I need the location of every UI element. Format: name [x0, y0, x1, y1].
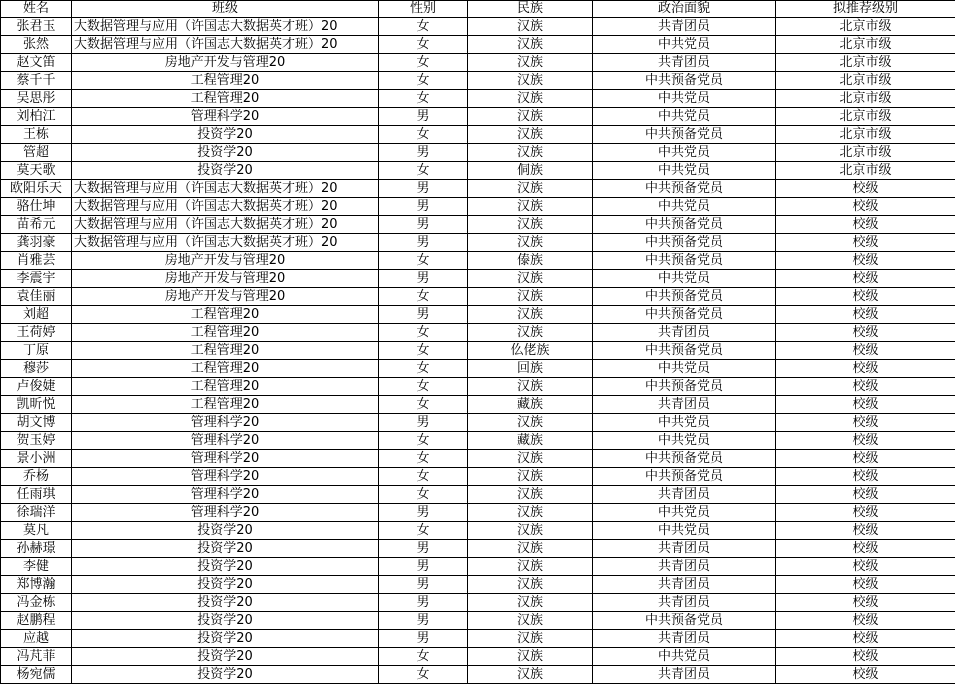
cell-ethnicity: 汉族 — [468, 666, 593, 684]
cell-political-status: 共青团员 — [593, 324, 776, 342]
cell-gender: 男 — [379, 108, 468, 126]
cell-political-status: 中共预备党员 — [593, 288, 776, 306]
header-name: 姓名 — [1, 1, 72, 18]
cell-class: 工程管理20 — [72, 342, 379, 360]
table-row — [1, 630, 955, 648]
cell-gender: 女 — [379, 288, 468, 306]
cell-ethnicity: 仫佬族 — [468, 342, 593, 360]
table-row — [1, 234, 955, 252]
cell-gender: 女 — [379, 468, 468, 486]
cell-name: 冯芃菲 — [1, 648, 72, 666]
cell-ethnicity: 汉族 — [468, 576, 593, 594]
cell-political-status: 中共党员 — [593, 90, 776, 108]
cell-ethnicity: 汉族 — [468, 288, 593, 306]
cell-political-status: 共青团员 — [593, 540, 776, 558]
table-row — [1, 36, 955, 54]
cell-political-status: 共青团员 — [593, 486, 776, 504]
cell-gender: 女 — [379, 18, 468, 36]
cell-political-status: 中共预备党员 — [593, 252, 776, 270]
cell-ethnicity: 汉族 — [468, 198, 593, 216]
cell-political-status: 中共预备党员 — [593, 234, 776, 252]
cell-gender: 女 — [379, 648, 468, 666]
cell-political-status: 中共预备党员 — [593, 216, 776, 234]
cell-recommend-level: 北京市级 — [776, 18, 955, 36]
cell-gender: 女 — [379, 342, 468, 360]
cell-recommend-level: 北京市级 — [776, 36, 955, 54]
cell-recommend-level: 北京市级 — [776, 72, 955, 90]
cell-ethnicity: 汉族 — [468, 144, 593, 162]
cell-class: 大数据管理与应用（许国志大数据英才班）20 — [72, 180, 379, 198]
cell-name: 莫天歌 — [1, 162, 72, 180]
cell-recommend-level: 北京市级 — [776, 144, 955, 162]
cell-name: 冯金栋 — [1, 594, 72, 612]
table-row — [1, 72, 955, 90]
cell-gender: 女 — [379, 360, 468, 378]
cell-recommend-level: 校级 — [776, 540, 955, 558]
cell-class: 投资学20 — [72, 576, 379, 594]
table-row — [1, 342, 955, 360]
table-row — [1, 594, 955, 612]
cell-ethnicity: 回族 — [468, 360, 593, 378]
table-row — [1, 216, 955, 234]
cell-political-status: 中共预备党员 — [593, 72, 776, 90]
cell-class: 工程管理20 — [72, 378, 379, 396]
cell-ethnicity: 汉族 — [468, 612, 593, 630]
cell-name: 乔杨 — [1, 468, 72, 486]
table-row — [1, 252, 955, 270]
cell-ethnicity: 汉族 — [468, 558, 593, 576]
cell-recommend-level: 校级 — [776, 360, 955, 378]
cell-recommend-level: 校级 — [776, 522, 955, 540]
table-row — [1, 162, 955, 180]
cell-class: 投资学20 — [72, 594, 379, 612]
cell-gender: 女 — [379, 72, 468, 90]
cell-recommend-level: 校级 — [776, 252, 955, 270]
table-row — [1, 126, 955, 144]
cell-gender: 女 — [379, 162, 468, 180]
cell-political-status: 中共党员 — [593, 198, 776, 216]
cell-class: 工程管理20 — [72, 72, 379, 90]
cell-ethnicity: 汉族 — [468, 216, 593, 234]
cell-class: 投资学20 — [72, 648, 379, 666]
cell-ethnicity: 汉族 — [468, 594, 593, 612]
cell-political-status: 共青团员 — [593, 594, 776, 612]
cell-gender: 男 — [379, 216, 468, 234]
cell-class: 大数据管理与应用（许国志大数据英才班）20 — [72, 234, 379, 252]
cell-recommend-level: 校级 — [776, 324, 955, 342]
cell-political-status: 共青团员 — [593, 576, 776, 594]
cell-ethnicity: 汉族 — [468, 108, 593, 126]
cell-ethnicity: 傣族 — [468, 252, 593, 270]
cell-political-status: 共青团员 — [593, 630, 776, 648]
cell-political-status: 中共预备党员 — [593, 468, 776, 486]
cell-name: 刘柏江 — [1, 108, 72, 126]
cell-class: 房地产开发与管理20 — [72, 288, 379, 306]
cell-recommend-level: 校级 — [776, 414, 955, 432]
cell-class: 房地产开发与管理20 — [72, 54, 379, 72]
table-row — [1, 648, 955, 666]
cell-class: 工程管理20 — [72, 90, 379, 108]
table-row — [1, 612, 955, 630]
cell-gender: 女 — [379, 450, 468, 468]
table-row — [1, 378, 955, 396]
header-row — [1, 1, 955, 18]
cell-recommend-level: 校级 — [776, 216, 955, 234]
cell-class: 投资学20 — [72, 540, 379, 558]
cell-recommend-level: 北京市级 — [776, 162, 955, 180]
cell-recommend-level: 校级 — [776, 198, 955, 216]
cell-recommend-level: 校级 — [776, 180, 955, 198]
cell-name: 管超 — [1, 144, 72, 162]
cell-name: 刘超 — [1, 306, 72, 324]
cell-name: 欧阳乐天 — [1, 180, 72, 198]
cell-gender: 女 — [379, 54, 468, 72]
cell-political-status: 中共预备党员 — [593, 342, 776, 360]
cell-ethnicity: 汉族 — [468, 630, 593, 648]
table-row — [1, 288, 955, 306]
cell-class: 投资学20 — [72, 612, 379, 630]
cell-recommend-level: 校级 — [776, 234, 955, 252]
table-body — [1, 18, 955, 684]
table-header — [1, 1, 955, 18]
cell-political-status: 中共党员 — [593, 414, 776, 432]
table-row — [1, 270, 955, 288]
cell-political-status: 中共党员 — [593, 432, 776, 450]
cell-recommend-level: 校级 — [776, 288, 955, 306]
cell-gender: 男 — [379, 594, 468, 612]
cell-recommend-level: 校级 — [776, 576, 955, 594]
cell-name: 徐瑞洋 — [1, 504, 72, 522]
cell-ethnicity: 汉族 — [468, 540, 593, 558]
cell-political-status: 中共党员 — [593, 360, 776, 378]
cell-class: 投资学20 — [72, 126, 379, 144]
cell-recommend-level: 校级 — [776, 270, 955, 288]
cell-political-status: 中共党员 — [593, 270, 776, 288]
cell-gender: 女 — [379, 486, 468, 504]
cell-ethnicity: 汉族 — [468, 414, 593, 432]
cell-ethnicity: 汉族 — [468, 18, 593, 36]
cell-recommend-level: 北京市级 — [776, 90, 955, 108]
cell-gender: 女 — [379, 432, 468, 450]
cell-recommend-level: 校级 — [776, 504, 955, 522]
cell-ethnicity: 汉族 — [468, 450, 593, 468]
cell-political-status: 共青团员 — [593, 18, 776, 36]
cell-gender: 男 — [379, 270, 468, 288]
table-row — [1, 198, 955, 216]
cell-name: 丁原 — [1, 342, 72, 360]
cell-political-status: 中共预备党员 — [593, 126, 776, 144]
cell-ethnicity: 汉族 — [468, 90, 593, 108]
table-row — [1, 90, 955, 108]
cell-name: 肖雅芸 — [1, 252, 72, 270]
table-row — [1, 576, 955, 594]
cell-gender: 男 — [379, 144, 468, 162]
cell-ethnicity: 汉族 — [468, 72, 593, 90]
cell-class: 工程管理20 — [72, 396, 379, 414]
table-row — [1, 450, 955, 468]
cell-recommend-level: 校级 — [776, 468, 955, 486]
cell-ethnicity: 汉族 — [468, 36, 593, 54]
cell-name: 吴思彤 — [1, 90, 72, 108]
cell-political-status: 中共预备党员 — [593, 180, 776, 198]
cell-recommend-level: 校级 — [776, 378, 955, 396]
cell-ethnicity: 汉族 — [468, 378, 593, 396]
cell-ethnicity: 藏族 — [468, 432, 593, 450]
cell-political-status: 共青团员 — [593, 54, 776, 72]
cell-political-status: 中共党员 — [593, 144, 776, 162]
table-row — [1, 666, 955, 684]
cell-ethnicity: 汉族 — [468, 522, 593, 540]
cell-name: 杨宛儒 — [1, 666, 72, 684]
table-row — [1, 144, 955, 162]
cell-gender: 男 — [379, 504, 468, 522]
cell-class: 管理科学20 — [72, 504, 379, 522]
cell-ethnicity: 汉族 — [468, 324, 593, 342]
cell-name: 王栋 — [1, 126, 72, 144]
header-political-status: 政治面貌 — [593, 1, 776, 18]
cell-political-status: 中共预备党员 — [593, 450, 776, 468]
cell-name: 赵鹏程 — [1, 612, 72, 630]
cell-name: 莫凡 — [1, 522, 72, 540]
header-gender: 性别 — [379, 1, 468, 18]
cell-class: 投资学20 — [72, 522, 379, 540]
cell-gender: 女 — [379, 522, 468, 540]
cell-name: 龚羽豪 — [1, 234, 72, 252]
table-row — [1, 108, 955, 126]
table-row — [1, 18, 955, 36]
cell-class: 管理科学20 — [72, 450, 379, 468]
cell-gender: 女 — [379, 126, 468, 144]
cell-ethnicity: 汉族 — [468, 234, 593, 252]
cell-political-status: 中共党员 — [593, 504, 776, 522]
cell-class: 大数据管理与应用（许国志大数据英才班）20 — [72, 216, 379, 234]
cell-class: 大数据管理与应用（许国志大数据英才班）20 — [72, 198, 379, 216]
cell-political-status: 共青团员 — [593, 396, 776, 414]
table-row — [1, 360, 955, 378]
cell-ethnicity: 汉族 — [468, 306, 593, 324]
cell-class: 工程管理20 — [72, 306, 379, 324]
cell-ethnicity: 汉族 — [468, 486, 593, 504]
cell-recommend-level: 校级 — [776, 666, 955, 684]
cell-name: 景小洲 — [1, 450, 72, 468]
cell-class: 房地产开发与管理20 — [72, 270, 379, 288]
cell-gender: 男 — [379, 612, 468, 630]
cell-recommend-level: 校级 — [776, 450, 955, 468]
cell-name: 卢俊婕 — [1, 378, 72, 396]
cell-name: 赵文笛 — [1, 54, 72, 72]
cell-gender: 女 — [379, 378, 468, 396]
cell-class: 投资学20 — [72, 144, 379, 162]
cell-class: 投资学20 — [72, 162, 379, 180]
cell-name: 袁佳丽 — [1, 288, 72, 306]
cell-recommend-level: 校级 — [776, 612, 955, 630]
cell-name: 张然 — [1, 36, 72, 54]
cell-class: 管理科学20 — [72, 414, 379, 432]
cell-gender: 女 — [379, 396, 468, 414]
cell-gender: 男 — [379, 234, 468, 252]
cell-class: 投资学20 — [72, 630, 379, 648]
cell-political-status: 中共党员 — [593, 162, 776, 180]
table-row — [1, 540, 955, 558]
cell-political-status: 中共预备党员 — [593, 612, 776, 630]
table-row — [1, 486, 955, 504]
cell-name: 任雨琪 — [1, 486, 72, 504]
cell-gender: 男 — [379, 576, 468, 594]
table-row — [1, 432, 955, 450]
cell-class: 管理科学20 — [72, 486, 379, 504]
cell-name: 苗希元 — [1, 216, 72, 234]
table-row — [1, 468, 955, 486]
cell-recommend-level: 北京市级 — [776, 54, 955, 72]
cell-name: 蔡千千 — [1, 72, 72, 90]
cell-name: 胡文博 — [1, 414, 72, 432]
table-row — [1, 504, 955, 522]
cell-gender: 男 — [379, 414, 468, 432]
cell-ethnicity: 汉族 — [468, 54, 593, 72]
cell-political-status: 中共党员 — [593, 648, 776, 666]
cell-gender: 男 — [379, 180, 468, 198]
cell-ethnicity: 汉族 — [468, 504, 593, 522]
cell-recommend-level: 校级 — [776, 432, 955, 450]
cell-name: 穆莎 — [1, 360, 72, 378]
cell-class: 管理科学20 — [72, 432, 379, 450]
cell-ethnicity: 侗族 — [468, 162, 593, 180]
cell-gender: 女 — [379, 324, 468, 342]
cell-recommend-level: 校级 — [776, 396, 955, 414]
cell-gender: 男 — [379, 558, 468, 576]
cell-gender: 女 — [379, 36, 468, 54]
cell-class: 工程管理20 — [72, 324, 379, 342]
table-row — [1, 522, 955, 540]
cell-political-status: 中共党员 — [593, 522, 776, 540]
cell-class: 房地产开发与管理20 — [72, 252, 379, 270]
cell-class: 大数据管理与应用（许国志大数据英才班）20 — [72, 36, 379, 54]
cell-gender: 男 — [379, 630, 468, 648]
cell-gender: 男 — [379, 540, 468, 558]
cell-political-status: 共青团员 — [593, 666, 776, 684]
cell-ethnicity: 汉族 — [468, 180, 593, 198]
cell-recommend-level: 校级 — [776, 486, 955, 504]
cell-name: 应越 — [1, 630, 72, 648]
cell-name: 贺玉婷 — [1, 432, 72, 450]
cell-ethnicity: 汉族 — [468, 468, 593, 486]
table-row — [1, 558, 955, 576]
cell-ethnicity: 汉族 — [468, 648, 593, 666]
cell-name: 凯昕悦 — [1, 396, 72, 414]
cell-name: 李震宇 — [1, 270, 72, 288]
table-row — [1, 54, 955, 72]
cell-class: 工程管理20 — [72, 360, 379, 378]
cell-class: 管理科学20 — [72, 468, 379, 486]
table-row — [1, 180, 955, 198]
cell-class: 投资学20 — [72, 558, 379, 576]
table-row — [1, 414, 955, 432]
cell-recommend-level: 校级 — [776, 306, 955, 324]
cell-political-status: 中共党员 — [593, 108, 776, 126]
cell-name: 孙赫璟 — [1, 540, 72, 558]
cell-name: 王荷婷 — [1, 324, 72, 342]
table-row — [1, 306, 955, 324]
cell-political-status: 中共预备党员 — [593, 306, 776, 324]
cell-gender: 女 — [379, 666, 468, 684]
cell-ethnicity: 汉族 — [468, 126, 593, 144]
cell-name: 郑博瀚 — [1, 576, 72, 594]
header-recommend-level: 拟推荐级别 — [776, 1, 955, 18]
cell-ethnicity: 藏族 — [468, 396, 593, 414]
cell-recommend-level: 北京市级 — [776, 108, 955, 126]
cell-recommend-level: 北京市级 — [776, 126, 955, 144]
cell-name: 张君玉 — [1, 18, 72, 36]
table-row — [1, 396, 955, 414]
cell-political-status: 中共党员 — [593, 36, 776, 54]
cell-class: 大数据管理与应用（许国志大数据英才班）20 — [72, 18, 379, 36]
header-ethnicity: 民族 — [468, 1, 593, 18]
cell-name: 骆仕坤 — [1, 198, 72, 216]
cell-recommend-level: 校级 — [776, 558, 955, 576]
cell-political-status: 中共预备党员 — [593, 378, 776, 396]
cell-recommend-level: 校级 — [776, 594, 955, 612]
cell-gender: 男 — [379, 198, 468, 216]
cell-recommend-level: 校级 — [776, 342, 955, 360]
cell-gender: 女 — [379, 252, 468, 270]
table-row — [1, 324, 955, 342]
cell-gender: 女 — [379, 90, 468, 108]
cell-name: 李健 — [1, 558, 72, 576]
cell-ethnicity: 汉族 — [468, 270, 593, 288]
cell-recommend-level: 校级 — [776, 648, 955, 666]
cell-political-status: 共青团员 — [593, 558, 776, 576]
cell-class: 管理科学20 — [72, 108, 379, 126]
cell-gender: 男 — [379, 306, 468, 324]
cell-class: 投资学20 — [72, 666, 379, 684]
cell-recommend-level: 校级 — [776, 630, 955, 648]
header-class: 班级 — [72, 1, 379, 18]
